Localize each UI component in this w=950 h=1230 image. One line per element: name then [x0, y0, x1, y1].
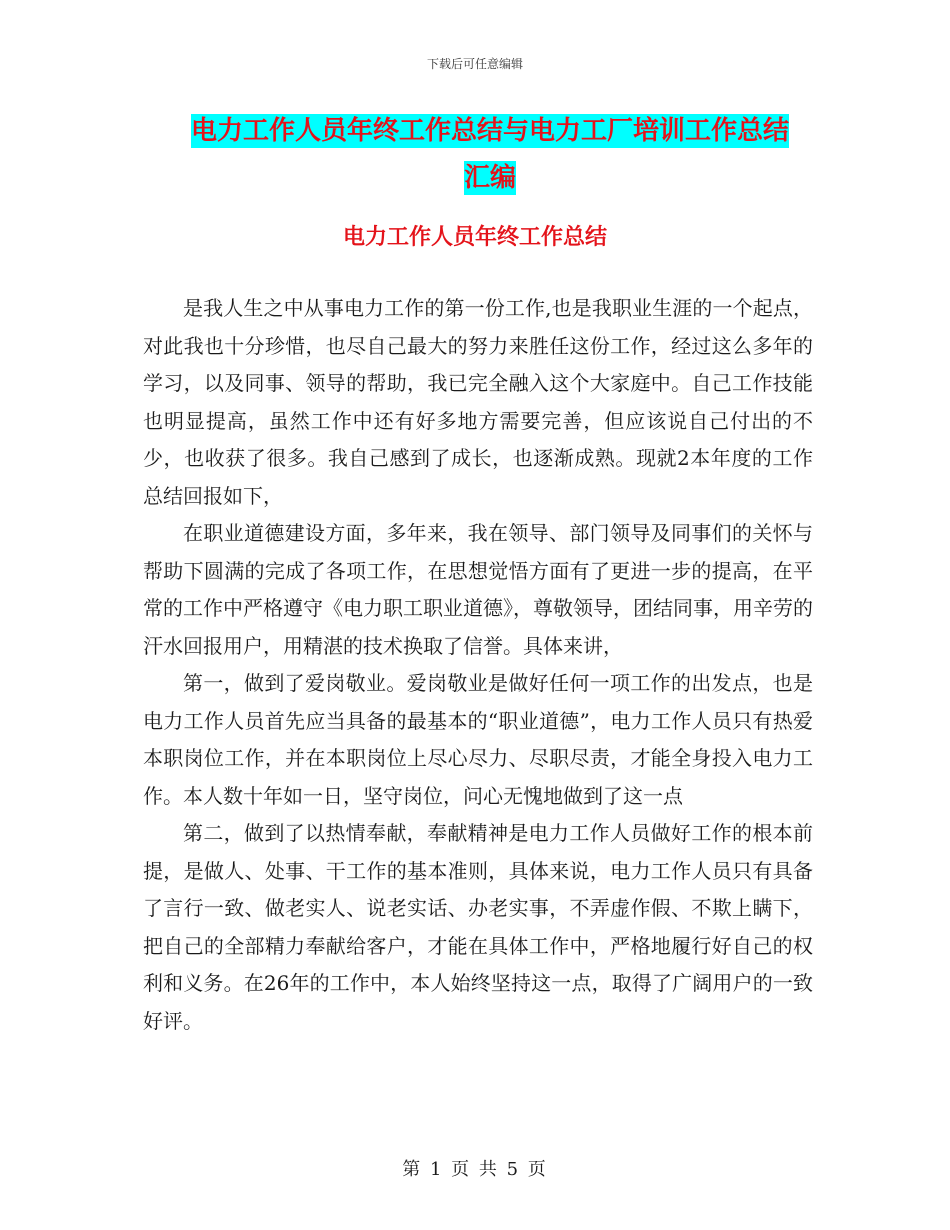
section-title: 电力工作人员年终工作总结: [342, 224, 607, 250]
title-line-1: 电力工作人员年终工作总结与电力工厂培训工作总结: [190, 116, 789, 146]
document-title: [140, 108, 840, 202]
paragraph: 第二，做到了以热情奉献，奉献精神是电力工作人员做好工作的根本前提，是做人、处事、干工作的基本准则，具体来说，电力工作人员只有具备了言行一致、做老实人、说老实话、办老实事，不弄虚作假、不欺上瞒下，把自己的全部精力奉献给客户，才能在具体工作中，严格地履行好自己的权利和义务。在26年的工作中，本人始终坚持这一点，取得了广阔用户的一致好评。: [143, 821, 813, 1033]
body-text: [143, 290, 813, 1040]
page-number-footer: 第 1 页 共 5 页: [402, 1159, 548, 1180]
paragraph: 第一，做到了爱岗敬业。爱岗敬业是做好任何一项工作的出发点，也是电力工作人员首先应当具备的最基本的“职业道德”，电力工作人员只有热爱本职岗位工作，并在本职岗位上尽心尽力、尽职尽责，才能全身投入电力工作。本人数十年如一日，坚守岗位，问心无愧地做到了这一点: [143, 671, 813, 808]
paragraph: 是我人生之中从事电力工作的第一份工作,也是我职业生涯的一个起点，对此我也十分珍惜，也尽自己最大的努力来胜任这份工作，经过这么多年的学习，以及同事、领导的帮助，我已完全融入这个大家庭中。自己工作技能也明显提高，虽然工作中还有好多地方需要完善，但应该说自己付出的不少，也收获了很多。我自己感到了成长，也逐渐成熟。现就2本年度的工作总结回报如下，: [143, 296, 813, 508]
paragraph: 在职业道德建设方面，多年来，我在领导、部门领导及同事们的关怀与帮助下圆满的完成了各项工作，在思想觉悟方面有了更进一步的提高，在平常的工作中严格遵守《电力职工职业道德》，尊敬领导，团结同事，用辛劳的汗水回报用户，用精湛的技术换取了信誉。具体来讲，: [143, 521, 813, 658]
title-line-2: 汇编: [463, 163, 516, 193]
header-note: 下载后可任意编辑: [426, 57, 523, 71]
